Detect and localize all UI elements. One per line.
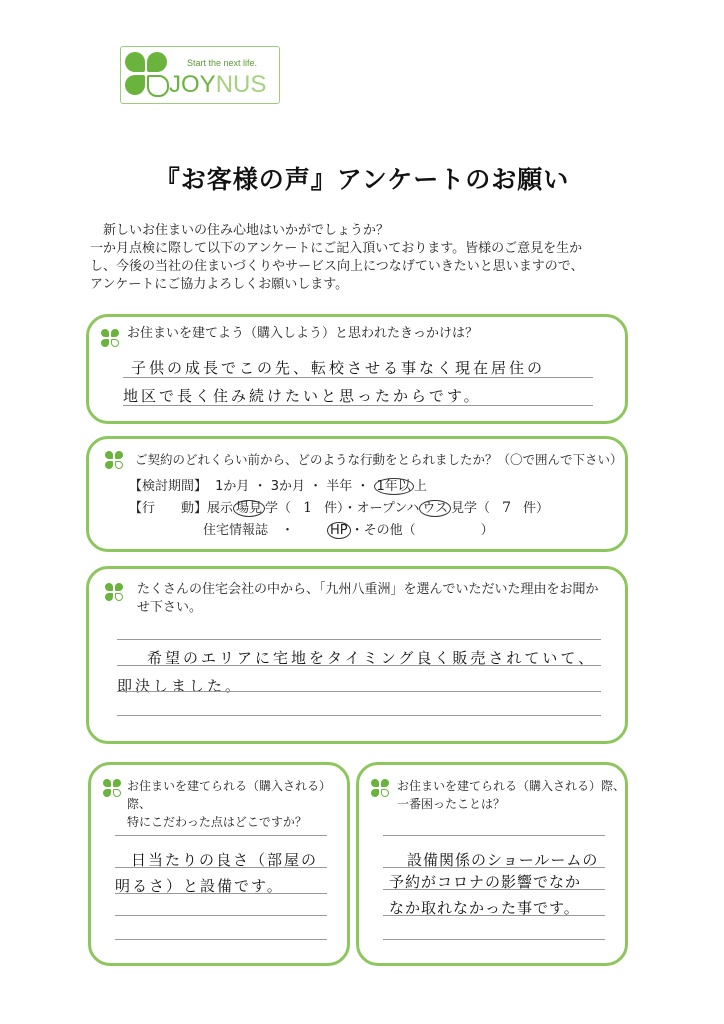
question-text: お住まいを建てよう（購入しよう）と思われたきっかけは？ [127,326,479,341]
logo-tagline: Start the next life. [187,58,258,68]
logo-brand: JOYNUS [169,71,267,98]
action-row-2: 住宅情報誌 ・ HP ・その他（ ） [203,523,494,538]
clover-icon [371,779,391,799]
answer-line: 即決しました。 [117,677,244,695]
answer-line: 地区で長く住み続けたいと思ったからです。 [123,387,482,405]
answer-line: 子供の成長でこの先、転校させる事なく現在居住の [131,359,546,377]
answer-line: 明るさ）と設備です。 [115,877,284,895]
circled-hp: HP [327,522,351,539]
question-text: ご契約のどれくらい前から、どのような行動をとられましたか？（〇で囲んで下さい） [135,452,623,467]
question-text: お住まいを建てられる（購入される）際、 特にこだわった点はどこですか？ [127,779,332,829]
circled-exhibit: 場見 [233,500,265,517]
question-text: お住まいを建てられる（購入される）際、 一番困ったことは？ [397,779,626,811]
clover-icon [103,779,123,799]
clover-icon [105,451,125,471]
question-box-2 [86,436,628,552]
answer-line: 日当たりの良さ（部屋の [131,851,319,869]
answer-line: 設備関係のショールームの [407,851,599,869]
answer-line: 希望のエリアに宅地をタイミング良く販売されていて、 [147,649,597,667]
question-box-1 [86,314,628,424]
page-title: 『お客様の声』アンケートのお願い [154,165,570,194]
question-box-4 [88,762,350,966]
circled-period: 1年以 [374,478,414,495]
question-box-5 [356,762,628,966]
period-row: 【検討期間】 1か月 ・ 3か月 ・ 半年 ・ 1年以 上 [129,479,427,494]
company-logo [120,46,280,104]
answer-line: なか取れなかった事です。 [389,899,580,917]
clover-icon [101,329,121,349]
question-text: たくさんの住宅会社の中から、「九州八重洲」を選んでいただいた理由をお聞か せ下さい。 [137,582,599,615]
action-row: 【行 動】展示 場見 学（ 1 件）・オープンハ ウス 見学（ 7 件） [129,500,549,516]
question-box-3 [86,566,628,744]
intro-text: 新しいお住まいの住み心地はいかがでしょうか？ 一か月点検に際して以下のアンケートにご記入頂いております。皆様のご意見を生か し、今後の当社の住まいづくりやサービス向上につなげていきたいと思いますので、 アンケートにご協力よろしくお願いします。 [90,223,584,292]
answer-line: 予約がコロナの影響でなか [389,873,582,891]
clover-icon [125,52,169,98]
circled-open-house: ウス [419,500,451,517]
clover-icon [105,583,125,603]
